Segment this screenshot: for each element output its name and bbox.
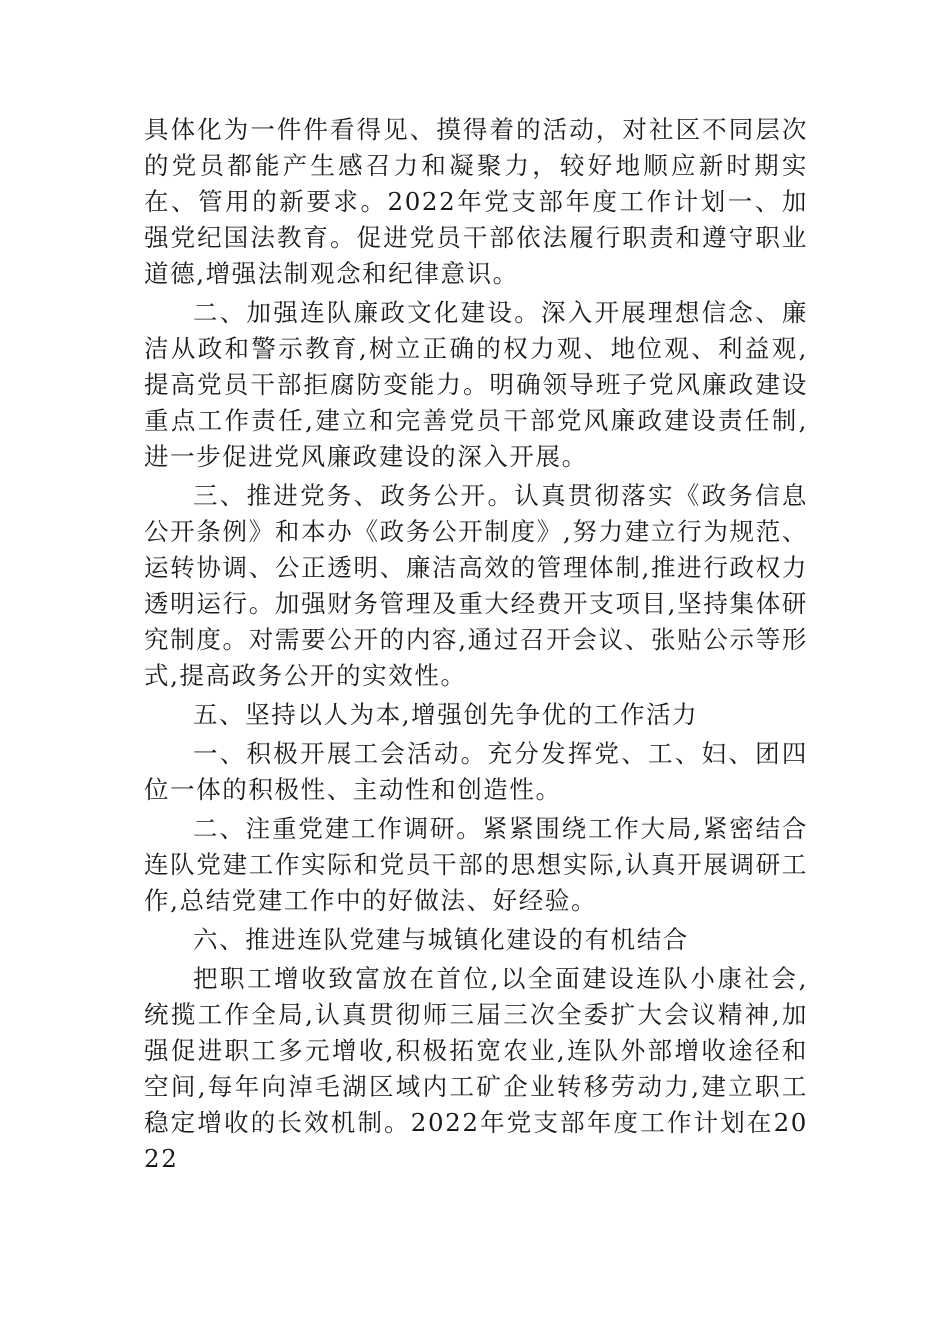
paragraph-7: 六、推进连队党建与城镇化建设的有机结合 <box>193 925 689 954</box>
paragraph-2: 二、加强连队廉政文化建设。深入开展理想信念、廉洁从政和警示教育,树立正确的权力观、地位观、利益观,提高党员干部拒腐防变能力。明确领导班子党风廉政建设重点工作责任,建立和完善党员干部党风廉政建设责任制,进一步促进党风廉政建设的深入开展。 <box>144 298 808 471</box>
document-body <box>144 112 808 1177</box>
paragraph-3: 三、推进党务、政务公开。认真贯彻落实《政务信息公开条例》和本办《政务公开制度》,努力建立行为规范、运转协调、公正透明、廉洁高效的管理体制,推进行政权力透明运行。加强财务管理及重大经费开支项目,坚持集体研究制度。对需要公开的内容,通过召开会议、张贴公示等形式,提高政务公开的实效性。 <box>144 481 808 690</box>
paragraph-6: 二、注重党建工作调研。紧紧围绕工作大局,紧密结合连队党建工作实际和党员干部的思想实际,认真开展调研工作,总结党建工作中的好做法、好经验。 <box>144 814 808 915</box>
paragraph-8: 把职工增收致富放在首位,以全面建设连队小康社会,统揽工作全局,认真贯彻师三届三次全委扩大会议精神,加强促进职工多元增收,积极拓宽农业,连队外部增收途径和空间,每年向淖毛湖区域内工矿企业转移劳动力,建立职工稳定增收的长效机制。2022年党支部年度工作计划在2022 <box>144 964 808 1173</box>
paragraph-4: 五、坚持以人为本,增强创先争优的工作活力 <box>193 700 699 729</box>
paragraph-5: 一、积极开展工会活动。充分发挥党、工、妇、团四位一体的积极性、主动性和创造性。 <box>144 739 808 804</box>
paragraph-1: 具体化为一件件看得见、摸得着的活动，对社区不同层次的党员都能产生感召力和凝聚力，较好地顺应新时期实在、管用的新要求。2022年党支部年度工作计划一、加强党纪国法教育。促进党员干部依法履行职责和遵守职业道德,增强法制观念和纪律意识。 <box>144 115 808 288</box>
